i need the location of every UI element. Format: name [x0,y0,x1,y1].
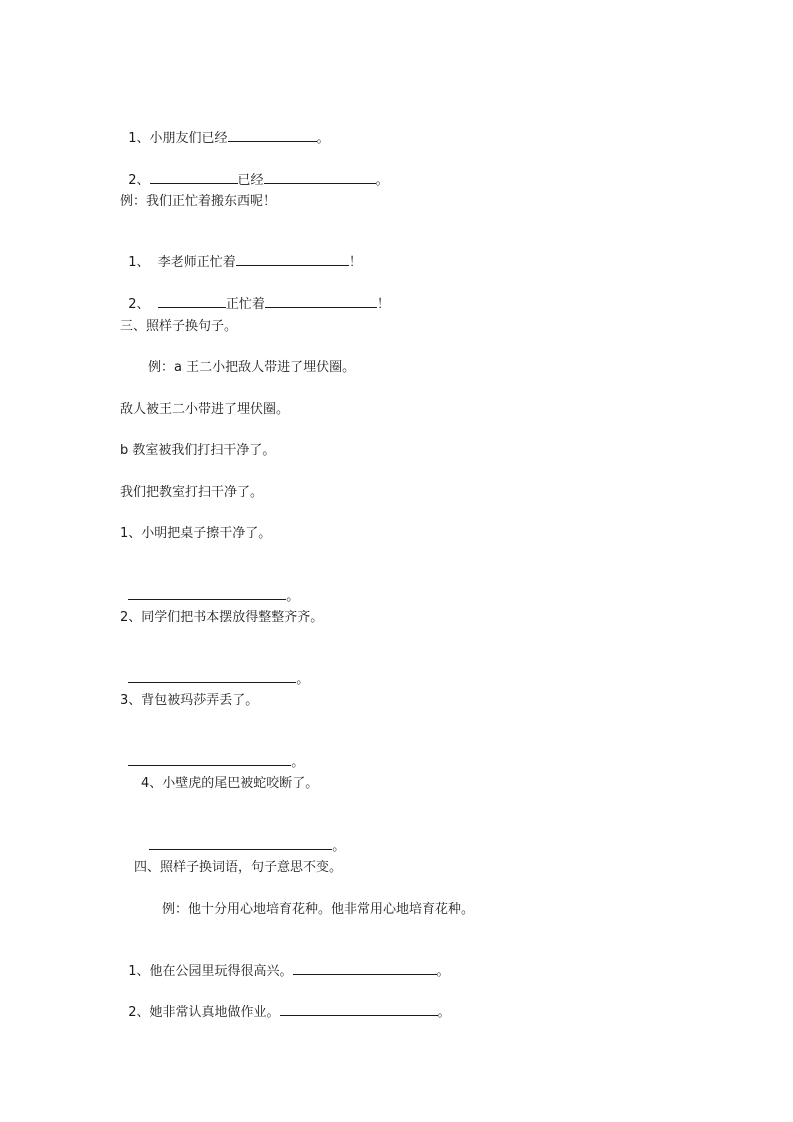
question-line [120,943,450,981]
answer-blank[interactable] [236,252,349,266]
example-line: 我们把教室打扫干净了。 [120,485,264,500]
blank-line-2 [120,152,389,190]
section-heading-3: 三、照样子换句子。 [120,319,238,334]
line-text: 。 [286,589,300,604]
line-text: 1、小朋友们已经 [128,131,228,146]
line-text: 2、她非常认真地做作业。 [128,1005,280,1020]
line-text: 2、 [128,297,158,312]
line-text: 1、他在公园里玩得很高兴。 [128,964,293,979]
line-text: 。 [436,964,450,979]
answer-blank[interactable] [128,586,286,600]
answer-blank[interactable] [228,128,317,142]
answer-blank[interactable] [280,1002,438,1016]
line-text: ！ [348,255,362,270]
example-line: b 教室被我们打扫干净了。 [120,443,276,458]
answer-blank[interactable] [265,294,377,308]
question-line [120,984,451,1022]
answer-blank[interactable] [149,836,332,850]
line-text: 。 [296,672,310,687]
line-text: 。 [375,173,389,188]
line-text: 。 [332,839,346,854]
line-text: 。 [437,1005,451,1020]
line-text: 1、 李老师正忙着 [128,255,236,270]
line-text: 。 [316,131,330,146]
line-text: 。 [291,755,305,770]
question-line: 4、小壁虎的尾巴被蛇咬断了。 [141,776,319,791]
example-line: 例：我们正忙着搬东西呢！ [120,194,277,209]
question-line: 3、背包被玛莎弄丢了。 [120,693,259,708]
answer-line [120,734,304,772]
blank-line-1 [120,110,330,148]
answer-blank[interactable] [264,170,376,184]
line-text: 2、 [128,173,150,188]
answer-line [120,651,309,689]
blank-line-3 [120,234,362,272]
question-line: 2、同学们把书本摆放得整整齐齐。 [120,610,324,625]
answer-blank[interactable] [128,752,291,766]
line-text: ！ [376,297,390,312]
line-text: 已经 [237,173,264,188]
answer-blank[interactable] [128,669,296,683]
example-line: 例：a 王二小把敌人带进了埋伏圈。 [148,360,356,375]
answer-blank[interactable] [158,294,226,308]
answer-blank[interactable] [293,961,437,975]
line-text: 正忙着 [225,297,265,312]
section-heading-4: 四、照样子换词语，句子意思不变。 [134,860,343,875]
blank-line-4 [120,276,390,314]
question-line: 1、小明把桌子擦干净了。 [120,526,272,541]
example-line: 例：他十分用心地培育花种。他非常用心地培育花种。 [162,902,475,917]
answer-blank[interactable] [150,170,238,184]
answer-line [120,568,299,606]
answer-line [141,818,345,856]
example-line: 敌人被王二小带进了埋伏圈。 [120,402,290,417]
